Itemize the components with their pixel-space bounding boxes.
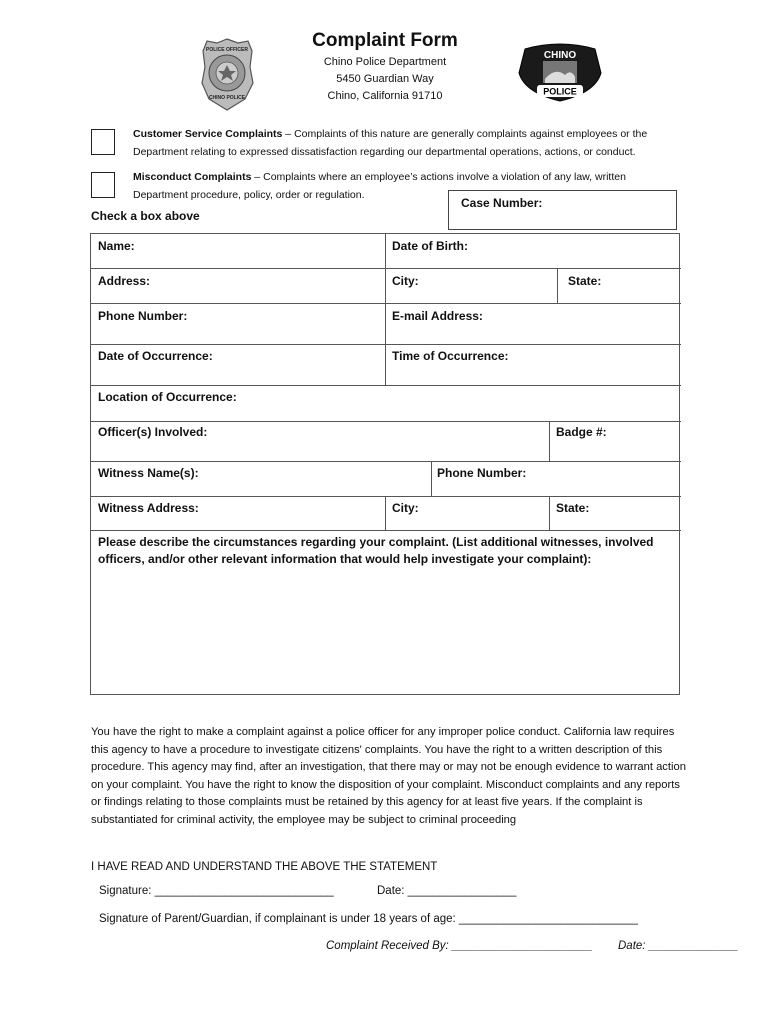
address-field[interactable]: Address: [98, 274, 151, 288]
witness-city-field[interactable]: City: [392, 501, 419, 515]
witness-names-field[interactable]: Witness Name(s): [98, 466, 199, 480]
rights-paragraph: You have the right to make a complaint against a police officer for any improper police conduct. California law requires this agency to have a procedure to investigate citizens' complaints. You have the right to a written description of this procedure. This agency may find, after an investigation, that there may or may not be enough evidence to warrant action on your complaint. You have the right to know the disposition of your complaint. Misconduct complaints and any reports or findings relating to those complaints must be retained by this agency for at least five years. If the complaint is substantiated for criminal activity, the employee may be subject to criminal proceeding [91, 726, 686, 826]
badge-number-field[interactable]: Badge #: [556, 425, 607, 439]
received-by-line[interactable]: Complaint Received By: ______________________ [326, 940, 593, 952]
email-field[interactable]: E-mail Address: [392, 309, 483, 323]
customer-service-title: Customer Service Complaints [133, 128, 283, 140]
witness-state-field[interactable]: State: [556, 501, 590, 515]
witness-address-field[interactable]: Witness Address: [98, 501, 199, 515]
case-number-field[interactable] [448, 190, 677, 230]
phone-field[interactable]: Phone Number: [98, 309, 188, 323]
police-badge-logo [200, 37, 255, 112]
city-line: Chino, California 91710 [327, 90, 443, 102]
state-field[interactable]: State: [568, 274, 602, 288]
badge-left-bottom-text: CHINO POLICE [208, 95, 246, 101]
time-of-occurrence-field[interactable]: Time of Occurrence: [392, 349, 509, 363]
badge-left-top-text: POLICE OFFICER [206, 47, 248, 53]
check-box-instruction: Check a box above [91, 209, 200, 223]
street-address: 5450 Guardian Way [336, 73, 434, 85]
officers-involved-field[interactable]: Officer(s) Involved: [98, 425, 208, 439]
name-field[interactable]: Name: [98, 239, 135, 253]
location-field[interactable]: Location of Occurrence: [98, 390, 237, 404]
department-name: Chino Police Department [323, 56, 447, 68]
case-number-label: Case Number: [461, 196, 543, 210]
patch-top-text: CHINO [543, 50, 577, 61]
dob-field[interactable]: Date of Birth: [392, 239, 468, 253]
complaint-form-table [90, 233, 680, 695]
city-field[interactable]: City: [392, 274, 419, 288]
complaint-description-field[interactable]: Please describe the circumstances regarding your complaint. (List additional witnesses, involved officers, and/or other relevant information that would help investigate your complaint): [98, 535, 654, 566]
patch-bottom-text: POLICE [543, 86, 577, 97]
misconduct-title: Misconduct Complaints [133, 171, 252, 183]
misconduct-checkbox[interactable] [91, 172, 115, 198]
customer-service-checkbox[interactable] [91, 129, 115, 155]
misconduct-text: – Complaints where an employee’s actions involve a violation of any law, written Department procedure, policy, order or regulation. [133, 171, 626, 201]
acknowledgement-statement: I HAVE READ AND UNDERSTAND THE ABOVE THE STATEMENT [91, 861, 438, 873]
customer-service-text: – Complaints of this nature are generally complaints against employees or the Department relating to expressed dissatisfaction regarding our departmental operations, actions, or conduct. [133, 128, 648, 158]
guardian-signature-line[interactable]: Signature of Parent/Guardian, if complainant is under 18 years of age: ____________________________ [99, 913, 638, 925]
customer-service-option [133, 125, 703, 161]
date-of-occurrence-field[interactable]: Date of Occurrence: [98, 349, 213, 363]
signature-date-line[interactable]: Date: _________________ [377, 885, 517, 897]
signature-line[interactable]: Signature: ____________________________ [99, 885, 334, 897]
form-title: Complaint Form [312, 30, 458, 51]
received-date-line[interactable]: Date: ______________ [618, 940, 739, 952]
witness-phone-field[interactable]: Phone Number: [437, 466, 527, 480]
police-patch-logo [515, 43, 605, 103]
